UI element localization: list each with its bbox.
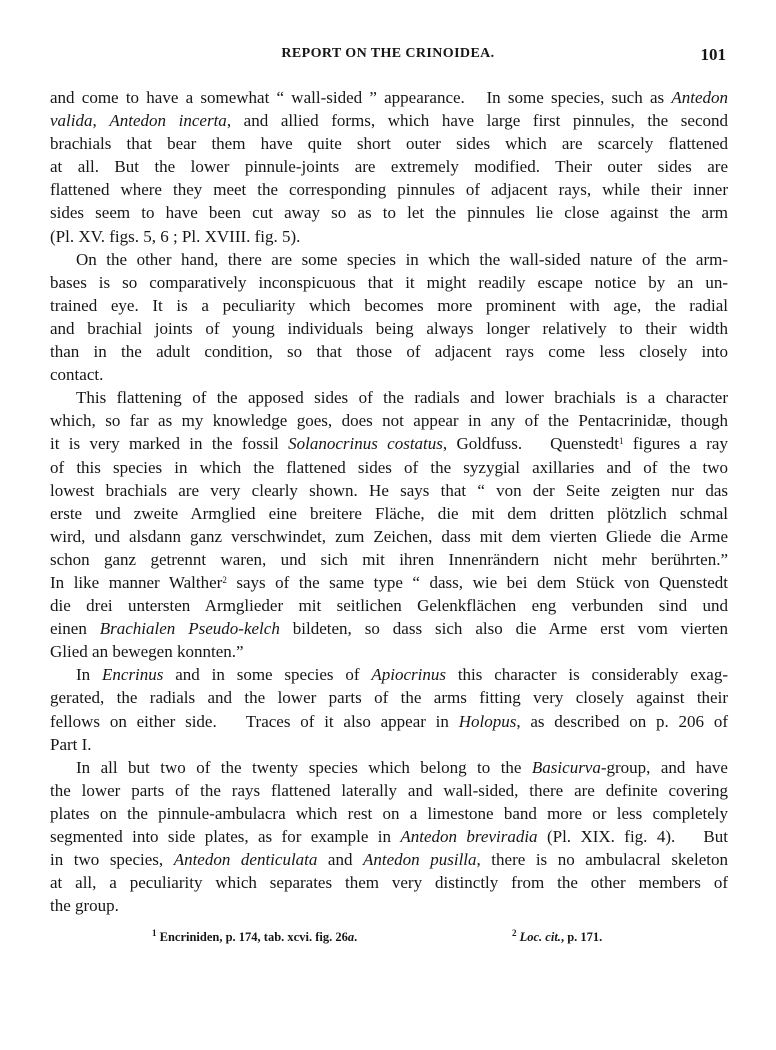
text-line: In all but two of the twenty species which belong to the Basicurva-group, and have (76, 757, 728, 777)
text-line: contact. (50, 365, 104, 385)
text-line: Glied an bewegen konnten.” (50, 642, 244, 662)
paragraph (50, 248, 728, 387)
text-line: than in the adult condition, so that those of adjacent rays come less closely into (50, 342, 728, 362)
body-text (50, 86, 728, 917)
text-line: sides seem to have been cut away so as to let the pinnules lie close against the arm (50, 203, 728, 223)
text-line: lowest brachials are very clearly shown. He says that “ von der Seite zeigten nur das (50, 480, 728, 500)
text-line: die drei untersten Armglieder mit seitlichen Gelenkflächen eng verbunden sind und (50, 596, 728, 616)
footnote-mark: 2 (512, 928, 517, 938)
text-line: at all, a peculiarity which separates them very distinctly from the other members of (50, 873, 728, 893)
text-line: of this species in which the flattened sides of the syzygial axillaries and of the two (50, 457, 728, 477)
text-line: plates on the pinnule-ambulacra which rest on a limestone band more or less completely (50, 803, 728, 823)
text-line: bases is so comparatively inconspicuous that it might readily escape notice by an un- (50, 272, 728, 292)
text-line: the lower parts of the rays flattened laterally and wall-sided, there are definite covering (50, 780, 728, 800)
text-line: flattened where they meet the corresponding pinnules of adjacent rays, while their inner (50, 180, 728, 200)
text-line: it is very marked in the fossil Solanocrinus costatus, Goldfuss. Quenstedt$^1$ figures a ray (50, 434, 728, 454)
page-number: 101 (700, 45, 726, 64)
text-line: This flattening of the apposed sides of the radials and lower brachials is a character (76, 388, 728, 408)
text-line: Part I. (50, 734, 92, 754)
text-line: which, so far as my knowledge goes, does not appear in any of the Pentacrinidæ, though (50, 411, 728, 431)
footnote-ref[interactable]: 2 (222, 574, 227, 585)
text-line: at all. But the lower pinnule-joints are extremely modified. Their outer sides are (50, 157, 728, 177)
footnote-text: Loc. cit., p. 171. (519, 930, 603, 944)
paragraph (50, 86, 728, 248)
text-line: (Pl. XV. figs. 5, 6 ; Pl. XVIII. fig. 5). (50, 226, 301, 246)
footnote-2 (512, 930, 602, 945)
page-header (50, 46, 726, 70)
text-line: brachials that bear them have quite short outer sides which are scarcely flattened (50, 134, 728, 154)
text-line: On the other hand, there are some species in which the wall-sided nature of the arm- (76, 249, 728, 269)
footnote-1 (152, 930, 357, 945)
text-line: schon ganz getrennt waren, und sich mit ihren Innenrändern nicht mehr berührten.” (50, 549, 728, 569)
text-line: and brachial joints of young individuals being always longer relatively to their width (50, 318, 728, 338)
footnote-ref[interactable]: 1 (619, 436, 624, 447)
footnote-text: Encriniden, p. 174, tab. xcvi. fig. 26a. (159, 930, 358, 944)
paragraph (50, 756, 728, 918)
text-line: wird, und alsdann ganz verschwindet, zum Zeichen, dass mit dem vierten Gliede die Arme (50, 526, 728, 546)
text-line: segmented into side plates, as for example in Antedon breviradia (Pl. XIX. fig. 4). But (50, 827, 728, 846)
text-line: trained eye. It is a peculiarity which becomes more prominent with age, the radial (50, 295, 728, 315)
text-line: gerated, the radials and the lower parts of the arms fitting very closely against their (50, 688, 728, 708)
paragraph (50, 663, 728, 755)
text-line: and come to have a somewhat “ wall-sided ” appearance. In some species, such as Antedon (50, 88, 728, 107)
text-line: In Encrinus and in some species of Apiocrinus this character is considerably exag- (76, 665, 728, 685)
text-line: einen Brachialen Pseudo-kelch bildeten, so dass sich also die Arme erst vom vierten (50, 619, 728, 639)
text-line: In like manner Walther$^2$ says of the same type “ dass, wie bei dem Stück von Quenstedt (50, 572, 728, 592)
footnote-mark: 1 (152, 928, 157, 938)
text-line: the group. (50, 896, 119, 916)
text-line: erste und zweite Armglied eine breitere Fläche, die mit dem dritten plötzlich schmal (50, 503, 728, 523)
running-title: REPORT ON THE CRINOIDEA. (281, 46, 495, 61)
text-line: valida, Antedon incerta, and allied forms, which have large first pinnules, the second (50, 111, 728, 131)
text-line: fellows on either side. Traces of it also appear in Holopus, as described on p. 206 of (50, 711, 728, 731)
text-line: in two species, Antedon denticulata and Antedon pusilla, there is no ambulacral skeleton (50, 850, 728, 870)
paragraph (50, 386, 728, 663)
